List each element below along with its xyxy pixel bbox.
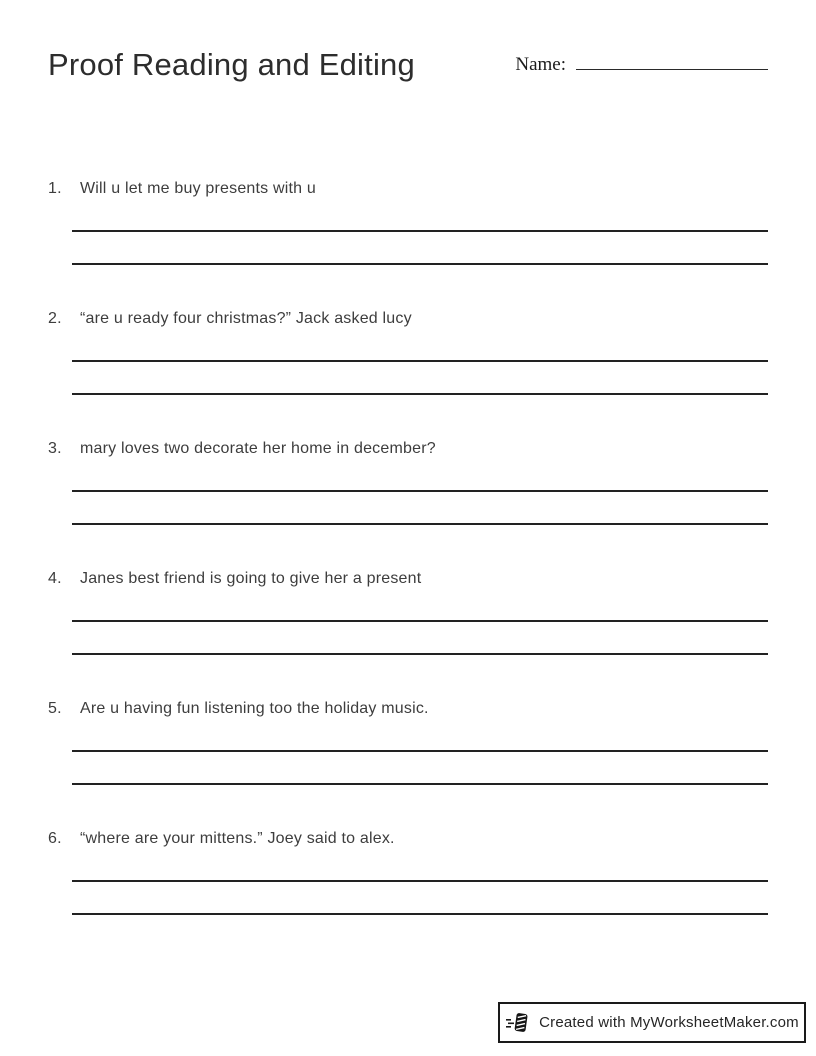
answer-line[interactable] — [72, 653, 768, 655]
name-field — [515, 52, 768, 76]
answer-line[interactable] — [72, 750, 768, 752]
question-list — [48, 178, 768, 958]
page-title: Proof Reading and Editing — [48, 47, 415, 82]
answer-line[interactable] — [72, 393, 768, 395]
question-number: 3. — [48, 440, 62, 457]
question-sentence — [48, 178, 768, 199]
footer-credit-box — [498, 1002, 806, 1043]
question-5 — [48, 698, 768, 828]
name-label: Name: — [515, 54, 566, 75]
worksheet-maker-logo-icon — [505, 1010, 531, 1036]
question-number: 5. — [48, 700, 62, 717]
question-sentence — [48, 568, 768, 589]
question-4 — [48, 568, 768, 698]
answer-line[interactable] — [72, 360, 768, 362]
answer-line[interactable] — [72, 913, 768, 915]
question-sentence — [48, 698, 768, 719]
question-6 — [48, 828, 768, 958]
question-number: 6. — [48, 830, 62, 847]
name-blank-line[interactable] — [576, 52, 768, 70]
answer-line[interactable] — [72, 263, 768, 265]
question-text: “where are your mittens.” Joey said to alex. — [80, 830, 395, 847]
question-text: Janes best friend is going to give her a present — [80, 570, 422, 587]
question-text: mary loves two decorate her home in december? — [80, 440, 436, 457]
answer-line[interactable] — [72, 783, 768, 785]
question-3 — [48, 438, 768, 568]
question-number: 4. — [48, 570, 62, 587]
worksheet-header — [48, 46, 768, 83]
question-text: Will u let me buy presents with u — [80, 180, 317, 197]
question-text: “are u ready four christmas?” Jack asked lucy — [80, 310, 412, 327]
answer-line[interactable] — [72, 230, 768, 232]
footer-credit-text: Created with MyWorksheetMaker.com — [539, 1014, 799, 1031]
question-sentence — [48, 308, 768, 329]
question-2 — [48, 308, 768, 438]
answer-line[interactable] — [72, 490, 768, 492]
answer-line[interactable] — [72, 880, 768, 882]
question-number: 2. — [48, 310, 62, 327]
question-number: 1. — [48, 180, 62, 197]
question-text: Are u having fun listening too the holiday music. — [80, 700, 429, 717]
question-sentence — [48, 828, 768, 849]
question-sentence — [48, 438, 768, 459]
answer-line[interactable] — [72, 523, 768, 525]
answer-line[interactable] — [72, 620, 768, 622]
question-1 — [48, 178, 768, 308]
